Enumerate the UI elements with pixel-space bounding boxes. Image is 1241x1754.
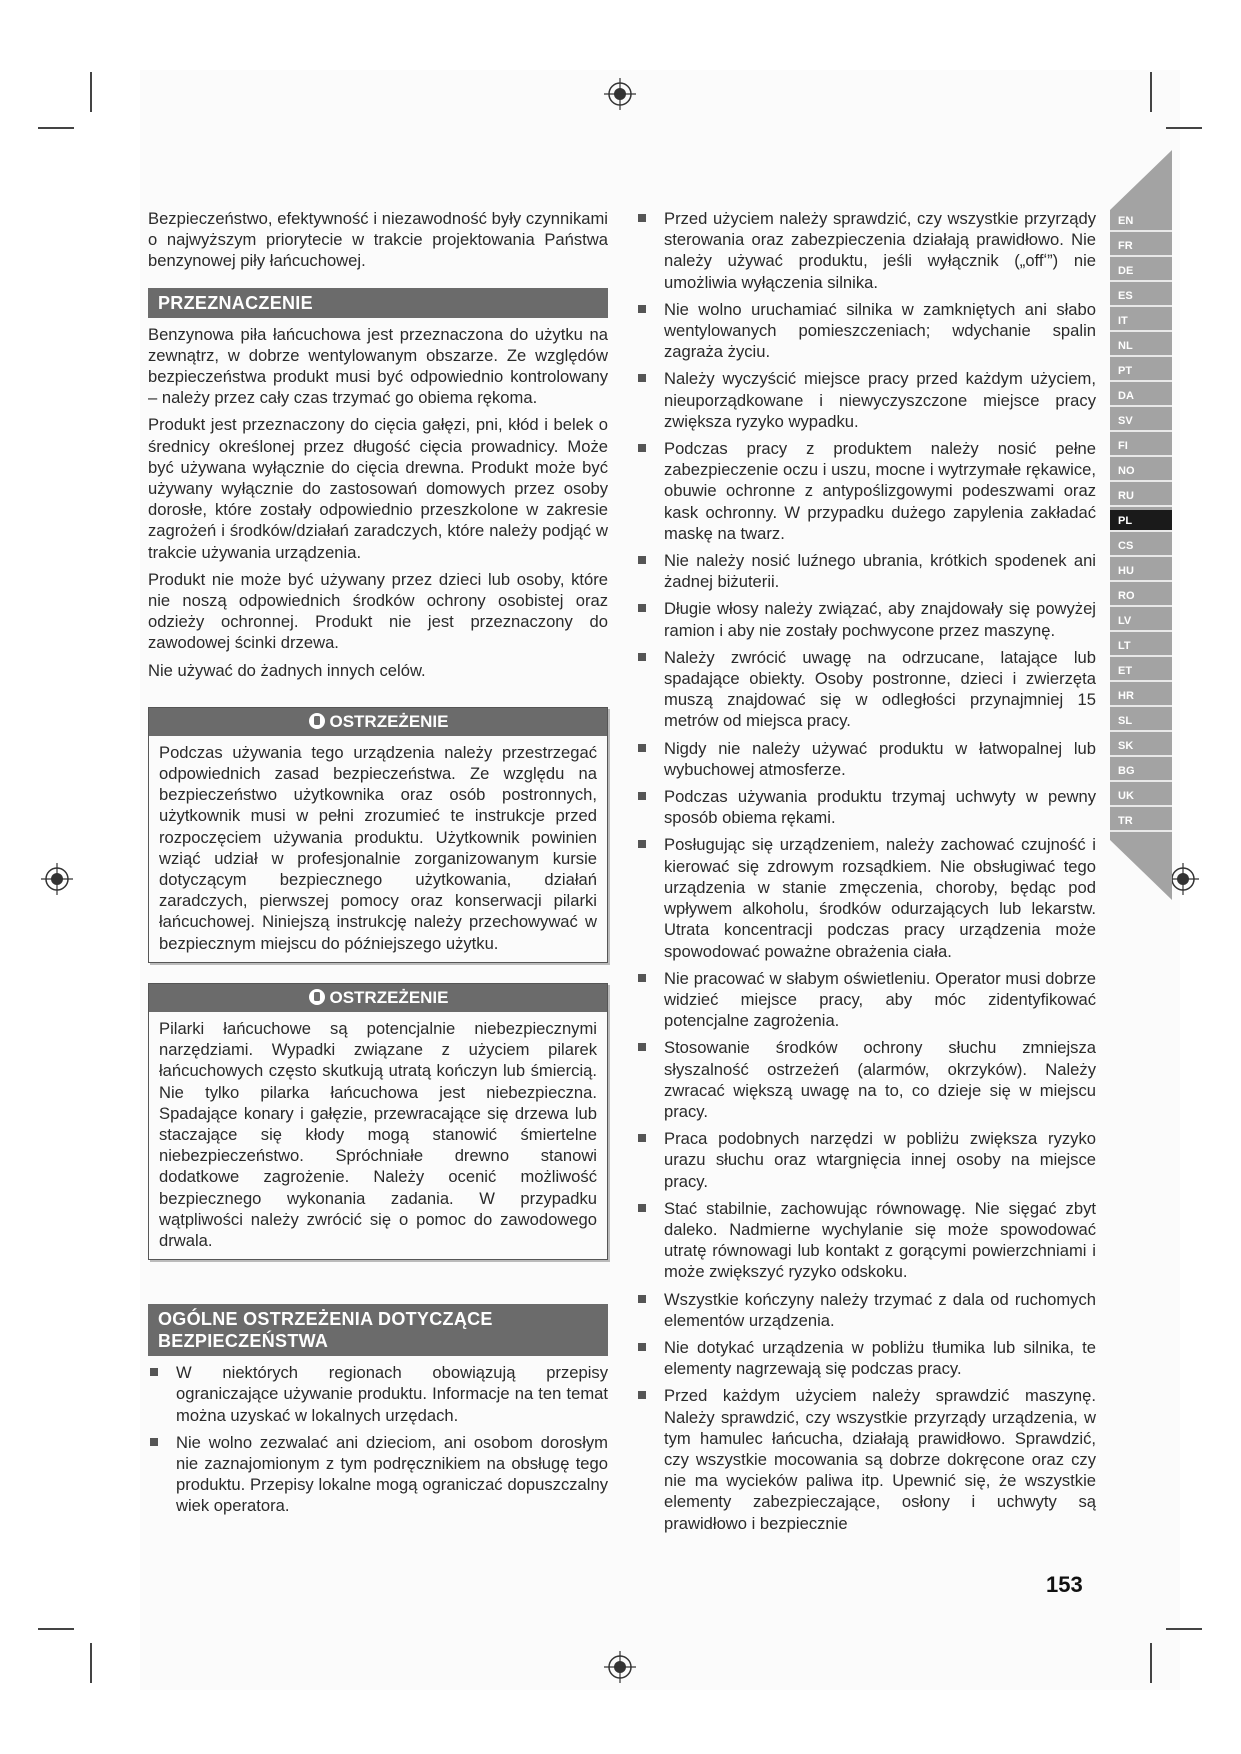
warning-hand-icon <box>307 712 327 730</box>
bullet-square-icon <box>638 305 646 313</box>
tab-ru[interactable]: RU <box>1110 485 1172 507</box>
tab-ro[interactable]: RO <box>1110 585 1172 607</box>
list-item: Przed użyciem należy sprawdzić, czy wszystkie przyrządy sterowania oraz zabezpieczenia działają prawidłowo. Nie należy używać produktu, jeśli wyłącznik („offʻ”) nie umożliwia wyłączenia silnika. <box>636 208 1096 293</box>
tab-nl[interactable]: NL <box>1110 335 1172 357</box>
registration-mark-icon <box>603 77 637 111</box>
list-item: Nie wolno uruchamiać silnika w zamkniętych ani słabo wentylowanych pomieszczeniach; wdychanie spalin zagraża życiu. <box>636 299 1096 363</box>
list-item: Nie wolno zezwalać ani dzieciom, ani osobom dorosłym nie zaznajomionym z tym podręcznikiem na obsługę tego produktu. Przepisy lokalne mogą ograniczać dopuszczalny wiek operatora. <box>148 1432 608 1517</box>
intro-text: Bezpieczeństwo, efektywność i niezawodność były czynnikami o najwyższym priorytecie w trakcie projektowania Państwa benzynowej piły łańcuchowej. <box>148 209 608 271</box>
tab-lv[interactable]: LV <box>1110 610 1172 632</box>
warning-hand-icon <box>307 988 327 1006</box>
tab-et[interactable]: ET <box>1110 660 1172 682</box>
left-column <box>148 208 608 1523</box>
bullet-list-right <box>636 208 1096 1534</box>
bullet-square-icon <box>638 556 646 564</box>
list-item: Długie włosy należy związać, aby znajdowały się powyżej ramion i aby nie zostały pochwycone przez maszynę. <box>636 598 1096 640</box>
tab-pt[interactable]: PT <box>1110 360 1172 382</box>
tab-es[interactable]: ES <box>1110 285 1172 307</box>
bullet-square-icon <box>638 792 646 800</box>
crop-mark <box>90 1643 92 1683</box>
tab-bg[interactable]: BG <box>1110 760 1172 782</box>
bullet-square-icon <box>638 374 646 382</box>
tab-it[interactable]: IT <box>1110 310 1172 332</box>
bullet-square-icon <box>638 653 646 661</box>
bullet-square-icon <box>638 1295 646 1303</box>
right-column <box>636 208 1096 1540</box>
list-item: Wszystkie kończyny należy trzymać z dala od ruchomych elementów urządzenia. <box>636 1289 1096 1331</box>
warning-body: Pilarki łańcuchowe są potencjalnie niebezpiecznymi narzędziami. Wypadki związane z użyciem pilarek łańcuchowych często skutkują utratą kończyn lub śmiercią. Nie tylko pilarka łańcuchowa jest niebezpieczna. Spadające konary i gałęzie, przewracające się drzewa lub staczające się kłody mogą stanowić śmiertelne niebezpieczeństwo. Spróchniałe drewno stanowi dodatkowe zagrożenie. Należy ocenić możliwość bezpiecznego wykonania zadania. W przypadku wątpliwości należy zwrócić się o pomoc do zawodowego drwala. <box>159 1018 597 1250</box>
crop-mark <box>1150 1643 1152 1683</box>
bullet-square-icon <box>638 444 646 452</box>
list-item: Przed każdym użyciem należy sprawdzić maszynę. Należy sprawdzić, czy wszystkie przyrządy urządzenia, w tym hamulec łańcucha, działają prawidłowo. Sprawdzić, czy wszystkie mocowania są dobrze dokręcone oraz czy nie ma wycieków paliwa itp. Upewnić się, że wszystkie elementy zabezpieczające, osłony i uchwyty są prawidłowo i bezpiecznie <box>636 1385 1096 1533</box>
list-item: Nie należy nosić luźnego ubrania, krótkich spodenek ani żadnej biżuterii. <box>636 550 1096 592</box>
bullet-list-left <box>148 1362 608 1516</box>
tab-pl[interactable]: PL <box>1110 510 1172 532</box>
crop-mark <box>1166 127 1202 129</box>
tab-lt[interactable]: LT <box>1110 635 1172 657</box>
list-item: Praca podobnych narzędzi w pobliżu zwiększa ryzyko urazu słuchu oraz wtargnięcia innej osoby na miejsce pracy. <box>636 1128 1096 1192</box>
tab-sl[interactable]: SL <box>1110 710 1172 732</box>
crop-mark <box>90 72 92 112</box>
warning-header <box>149 708 607 736</box>
purpose-paragraph: Nie używać do żadnych innych celów. <box>148 660 426 680</box>
list-item: Należy wyczyścić miejsce pracy przed każdym użyciem, nieuporządkowane i niewyczyszczone miejsce pracy zwiększa ryzyko wypadku. <box>636 368 1096 432</box>
bullet-square-icon <box>638 214 646 222</box>
purpose-paragraph: Produkt jest przeznaczony do cięcia gałęzi, pni, kłód i belek o średnicy określonej przez długość cięcia prowadnicy. Może być używana wyłącznie do cięcia drewna. Produkt może być używany wyłącznie do zastosowań domowych przez osoby dorosłe, które zostały odpowiednio przeszkolone w zakresie zagrożeń i środków/działań zaradczych, które należy podjąć w trakcie używania urządzenia. <box>148 415 608 562</box>
list-item: Podczas pracy z produktem należy nosić pełne zabezpieczenie oczu i uszu, mocne i wytrzymałe rękawice, obuwie ochronne z antypoślizgowymi podeszwami oraz kask ochronny. W przypadku dużego zapylenia zakładać maskę na twarz. <box>636 438 1096 544</box>
bullet-square-icon <box>150 1368 158 1376</box>
tab-tr[interactable]: TR <box>1110 810 1172 832</box>
list-item: W niektórych regionach obowiązują przepisy ograniczające używanie produktu. Informacje na ten temat można uzyskać w lokalnych urzędach. <box>148 1362 608 1426</box>
list-item: Stosowanie środków ochrony słuchu zmniejsza słyszalność ostrzeżeń (alarmów, okrzyków). Należy zwracać większą uwagę na to, co dzieje się w miejscu pracy. <box>636 1037 1096 1122</box>
registration-mark-icon <box>40 862 74 896</box>
crop-mark <box>38 1628 74 1630</box>
bullet-square-icon <box>638 1343 646 1351</box>
list-item: Nigdy nie należy używać produktu w łatwopalnej lub wybuchowej atmosferze. <box>636 738 1096 780</box>
registration-mark-icon <box>603 1650 637 1684</box>
list-item: Należy zwrócić uwagę na odrzucane, latające lub spadające obiekty. Osoby postronne, dzieci i zwierzęta muszą znajdować się w odległości przynajmniej 15 metrów od miejsca pracy. <box>636 647 1096 732</box>
tab-sk[interactable]: SK <box>1110 735 1172 757</box>
bullet-square-icon <box>638 1134 646 1142</box>
language-tabs <box>1110 150 1174 900</box>
warning-title: OSTRZEŻENIE <box>329 711 449 731</box>
purpose-paragraph: Benzynowa piła łańcuchowa jest przeznaczona do użytku na zewnątrz, w dobrze wentylowanym obszarze. Ze względów bezpieczeństwa produkt musi być odpowiednio kontrolowany – należy przez cały czas trzymać go obiema rękoma. <box>148 324 608 408</box>
bullet-square-icon <box>150 1438 158 1446</box>
list-item: Nie pracować w słabym oświetleniu. Operator musi dobrze widzieć miejsce pracy, aby móc zidentyfikować potencjalne zagrożenia. <box>636 968 1096 1032</box>
crop-mark <box>1166 1628 1202 1630</box>
bullet-square-icon <box>638 1391 646 1399</box>
section-title-purpose: PRZEZNACZENIE <box>148 288 608 318</box>
purpose-paragraph: Produkt nie może być używany przez dzieci lub osoby, które nie noszą odpowiednich środków ochrony osobistej oraz odzieży ochronnej. Produkt nie jest przeznaczony do zawodowej ścinki drzewa. <box>148 569 608 653</box>
tab-da[interactable]: DA <box>1110 385 1172 407</box>
warning-body: Podczas używania tego urządzenia należy przestrzegać odpowiednich zasad bezpieczeństwa. Ze względu na bezpieczeństwo użytkownika oraz osób postronnych, użytkownik musi w pełni zrozumieć te instrukcje przed rozpoczęciem używania produktu. Użytkownik powinien wziąć udział w profesjonalnie zorganizowanym kursie dotyczącym bezpiecznego użytkowania, działań zaradczych, pierwszej pomocy oraz konserwacji pilarki łańcuchowej. Niniejszą instrukcję należy przechowywać w bezpiecznym miejscu do późniejszego użytku. <box>159 742 597 953</box>
tab-cs[interactable]: CS <box>1110 535 1172 557</box>
bullet-square-icon <box>638 1043 646 1051</box>
bullet-square-icon <box>638 744 646 752</box>
tab-sv[interactable]: SV <box>1110 410 1172 432</box>
tab-no[interactable]: NO <box>1110 460 1172 482</box>
tab-uk[interactable]: UK <box>1110 785 1172 807</box>
tab-fi[interactable]: FI <box>1110 435 1172 457</box>
list-item: Posługując się urządzeniem, należy zachować czujność i kierować się zdrowym rozsądkiem. Nie obsługiwać tego urządzenia w stanie zmęczenia, choroby, będąc pod wpływem alkoholu, środków odurzających lub lekarstw. Utrata koncentracji podczas pracy urządzenia może spowodować poważne obrażenia ciała. <box>636 834 1096 961</box>
list-item: Podczas używania produktu trzymaj uchwyty w pewny sposób obiema rękami. <box>636 786 1096 828</box>
warning-title: OSTRZEŻENIE <box>329 987 449 1007</box>
list-item: Stać stabilnie, zachowując równowagę. Nie sięgać zbyt daleko. Nadmierne wychylanie się może spowodować utratę równowagi lub kontakt z gorącymi powierzchniami i może zwiększyć ryzyko odskoku. <box>636 1198 1096 1283</box>
bullet-square-icon <box>638 840 646 848</box>
tab-fr[interactable]: FR <box>1110 235 1172 257</box>
crop-mark <box>1150 72 1152 112</box>
tab-hu[interactable]: HU <box>1110 560 1172 582</box>
bullet-square-icon <box>638 1204 646 1212</box>
list-item: Nie dotykać urządzenia w pobliżu tłumika lub silnika, te elementy nagrzewają się podczas pracy. <box>636 1337 1096 1379</box>
bullet-square-icon <box>638 974 646 982</box>
warning-header <box>149 984 607 1012</box>
page-number: 153 <box>1046 1572 1083 1597</box>
tab-de[interactable]: DE <box>1110 260 1172 282</box>
tab-hr[interactable]: HR <box>1110 685 1172 707</box>
warning-box <box>148 983 608 1260</box>
crop-mark <box>38 127 74 129</box>
tab-en[interactable]: EN <box>1110 210 1172 232</box>
bullet-square-icon <box>638 604 646 612</box>
section-title-general-warnings: OGÓLNE OSTRZEŻENIA DOTYCZĄCE BEZPIECZEŃSTWA <box>148 1304 608 1356</box>
warning-box <box>148 707 608 963</box>
